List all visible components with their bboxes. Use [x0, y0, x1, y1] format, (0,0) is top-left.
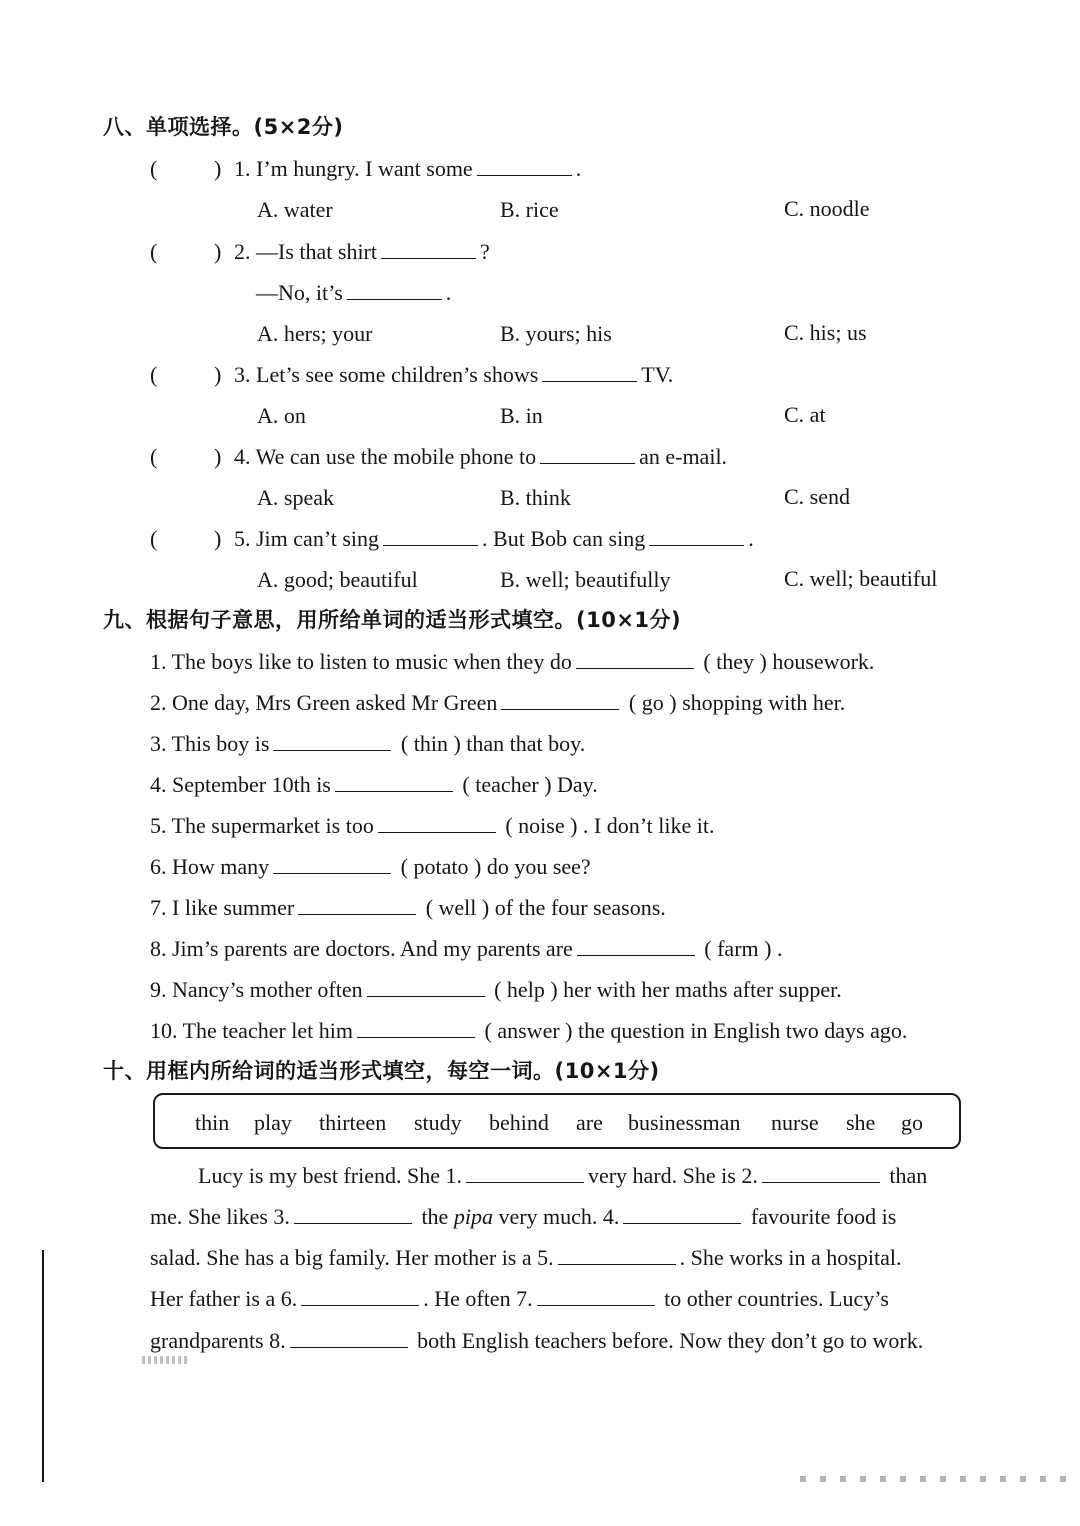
- answer-paren-open: (: [150, 526, 158, 551]
- section-8-heading: 八、单项选择。(5×2分): [103, 115, 344, 139]
- word-hint: ( well ): [425, 895, 490, 920]
- option-c: C. at: [784, 402, 826, 427]
- fill-item-9: [150, 976, 842, 1004]
- fill-item-text: 3. This boy is: [150, 731, 270, 756]
- question-5-mid: . But Bob can sing: [482, 526, 646, 551]
- fill-item-tail: the question in English two days ago.: [578, 1018, 908, 1043]
- passage-blank-3[interactable]: [294, 1203, 412, 1224]
- fill-item-tail: of the four seasons.: [494, 895, 666, 920]
- option-b: B. yours; his: [500, 321, 612, 346]
- question-5-stem: 5. Jim can’t sing: [234, 526, 380, 551]
- question-4-stem: 4. We can use the mobile phone to: [234, 444, 537, 469]
- passage-blank-2[interactable]: [762, 1162, 880, 1183]
- option-a: A. on: [257, 403, 306, 428]
- passage-text: the: [421, 1204, 449, 1229]
- passage-text: grandparents 8.: [150, 1328, 286, 1353]
- option-b: B. well; beautifully: [500, 567, 671, 592]
- answer-blank[interactable]: [576, 648, 694, 669]
- answer-blank[interactable]: [477, 155, 572, 176]
- word-hint: ( go ): [628, 690, 677, 715]
- passage-blank-4[interactable]: [623, 1203, 741, 1224]
- passage-text: favourite food is: [750, 1204, 897, 1229]
- option-b: B. think: [500, 485, 571, 510]
- question-1: [234, 155, 581, 183]
- answer-blank[interactable]: [577, 935, 695, 956]
- scan-artifact-dots: [800, 1476, 1070, 1482]
- passage-blank-8[interactable]: [290, 1327, 408, 1348]
- passage-blank-6[interactable]: [301, 1285, 419, 1306]
- answer-blank[interactable]: [335, 771, 453, 792]
- question-1-stem: 1. I’m hungry. I want some: [234, 156, 473, 181]
- fill-item-tail: her with her maths after supper.: [563, 977, 842, 1002]
- answer-paren-close: ): [214, 444, 222, 469]
- fill-item-tail: do you see?: [486, 854, 591, 879]
- question-5-end: .: [748, 526, 754, 551]
- word-hint: ( answer ): [484, 1018, 573, 1043]
- answer-blank[interactable]: [298, 894, 416, 915]
- fill-item-text: 6. How many: [150, 854, 270, 879]
- passage-text: . He often 7.: [423, 1286, 533, 1311]
- binding-margin-line: [42, 1250, 44, 1482]
- fill-item-text: 10. The teacher let him: [150, 1018, 354, 1043]
- passage-line-3: [150, 1244, 965, 1272]
- section-9-heading: 九、根据句子意思，用所给单词的适当形式填空。(10×1分): [103, 608, 682, 632]
- fill-item-7: [150, 894, 666, 922]
- fill-item-text: 9. Nancy’s mother often: [150, 977, 363, 1002]
- passage-text: very much. 4.: [498, 1204, 620, 1229]
- answer-blank[interactable]: [357, 1017, 475, 1038]
- passage-text: salad. She has a big family. Her mother is a 5.: [150, 1245, 554, 1270]
- question-2-stem: 2. —Is that shirt: [234, 239, 377, 264]
- word-hint: ( potato ): [400, 854, 482, 879]
- question-2-reply-end: .: [445, 280, 452, 305]
- fill-item-tail: . I don’t like it.: [582, 813, 715, 838]
- passage-blank-7[interactable]: [537, 1285, 655, 1306]
- option-c: C. send: [784, 484, 850, 509]
- answer-paren-close: ): [214, 526, 222, 551]
- passage-blank-5[interactable]: [558, 1244, 676, 1265]
- word-bank-item: are: [576, 1110, 603, 1135]
- passage-text: Her father is a 6.: [150, 1286, 298, 1311]
- question-4: [234, 443, 727, 471]
- word-bank-item: behind: [489, 1110, 549, 1135]
- question-2-reply: [256, 279, 451, 307]
- passage-text: to other countries. Lucy’s: [664, 1286, 889, 1311]
- passage-line-5: [150, 1327, 965, 1355]
- answer-blank[interactable]: [273, 730, 391, 751]
- word-bank-item: study: [414, 1110, 462, 1135]
- fill-item-10: [150, 1017, 907, 1045]
- question-2-end: ?: [480, 239, 490, 264]
- answer-blank[interactable]: [501, 689, 619, 710]
- answer-paren-close: ): [214, 156, 222, 181]
- fill-item-3: [150, 730, 585, 758]
- option-a: A. good; beautiful: [257, 567, 418, 592]
- word-hint: ( help ): [494, 977, 558, 1002]
- passage-text: . She works in a hospital.: [679, 1245, 902, 1270]
- question-3: [234, 361, 673, 389]
- answer-paren-close: ): [214, 362, 222, 387]
- passage-text: both English teachers before. Now they don’t go to work.: [417, 1328, 924, 1353]
- word-hint: ( thin ): [400, 731, 461, 756]
- question-5: [234, 525, 754, 553]
- fill-item-text: 2. One day, Mrs Green asked Mr Green: [150, 690, 498, 715]
- passage-line-2: [150, 1203, 965, 1231]
- option-b: B. rice: [500, 197, 559, 222]
- section-10-heading: 十、用框内所给词的适当形式填空，每空一词。(10×1分): [103, 1059, 660, 1083]
- option-b: B. in: [500, 403, 543, 428]
- fill-item-tail: than that boy.: [466, 731, 586, 756]
- fill-item-1: [150, 648, 874, 676]
- word-hint: ( they ): [703, 649, 767, 674]
- passage-line-4: [150, 1285, 965, 1313]
- question-4-end: an e-mail.: [639, 444, 728, 469]
- option-c: C. his; us: [784, 320, 867, 345]
- word-bank-item: she: [846, 1110, 876, 1135]
- passage-line-1: [150, 1162, 965, 1190]
- fill-item-4: [150, 771, 598, 799]
- answer-blank[interactable]: [367, 976, 485, 997]
- word-bank-item: thirteen: [319, 1110, 387, 1135]
- passage-italic-pipa: pipa: [453, 1204, 493, 1229]
- word-bank-item: thin: [195, 1110, 230, 1135]
- question-3-end: TV.: [641, 362, 674, 387]
- question-2: [234, 238, 490, 266]
- option-a: A. speak: [257, 485, 334, 510]
- answer-paren-open: (: [150, 156, 158, 181]
- fill-item-text: 1. The boys like to listen to music when they do: [150, 649, 572, 674]
- answer-blank[interactable]: [540, 443, 635, 464]
- fill-item-6: [150, 853, 591, 881]
- answer-blank[interactable]: [273, 853, 391, 874]
- answer-blank[interactable]: [381, 238, 476, 259]
- option-c: C. well; beautiful: [784, 566, 938, 591]
- answer-paren-open: (: [150, 444, 158, 469]
- answer-blank[interactable]: [347, 279, 442, 300]
- word-hint: ( teacher ): [462, 772, 552, 797]
- question-2-reply-text: —No, it’s: [256, 280, 343, 305]
- answer-paren-open: (: [150, 239, 158, 264]
- fill-item-5: [150, 812, 715, 840]
- word-bank-box: [153, 1093, 961, 1149]
- fill-item-text: 8. Jim’s parents are doctors. And my parents are: [150, 936, 573, 961]
- fill-item-text: 5. The supermarket is too: [150, 813, 374, 838]
- question-3-stem: 3. Let’s see some children’s shows: [234, 362, 539, 387]
- fill-item-tail: Day.: [557, 772, 598, 797]
- fill-item-tail: .: [776, 936, 783, 961]
- option-c: C. noodle: [784, 196, 870, 221]
- passage-text: than: [889, 1163, 928, 1188]
- question-1-end: .: [575, 156, 582, 181]
- option-a: A. water: [257, 197, 333, 222]
- word-hint: ( noise ): [505, 813, 578, 838]
- word-bank-item: businessman: [628, 1110, 741, 1135]
- scan-stamp-mark: [142, 1356, 190, 1364]
- fill-item-tail: shopping with her.: [682, 690, 846, 715]
- fill-item-2: [150, 689, 845, 717]
- answer-blank[interactable]: [542, 361, 637, 382]
- word-bank-item: go: [901, 1110, 923, 1135]
- option-a: A. hers; your: [257, 321, 373, 346]
- passage-text: very hard. She is 2.: [587, 1163, 758, 1188]
- fill-item-tail: housework.: [772, 649, 875, 674]
- answer-paren-close: ): [214, 239, 222, 264]
- passage-text: Lucy is my best friend. She 1.: [198, 1163, 462, 1188]
- answer-paren-open: (: [150, 362, 158, 387]
- word-hint: ( farm ): [704, 936, 772, 961]
- fill-item-text: 4. September 10th is: [150, 772, 331, 797]
- answer-blank[interactable]: [378, 812, 496, 833]
- word-bank-item: nurse: [771, 1110, 819, 1135]
- word-bank-item: play: [254, 1110, 292, 1135]
- passage-blank-1[interactable]: [466, 1162, 584, 1183]
- fill-item-8: [150, 935, 782, 963]
- answer-blank[interactable]: [383, 525, 478, 546]
- passage-text: me. She likes 3.: [150, 1204, 290, 1229]
- answer-blank[interactable]: [649, 525, 744, 546]
- fill-item-text: 7. I like summer: [150, 895, 295, 920]
